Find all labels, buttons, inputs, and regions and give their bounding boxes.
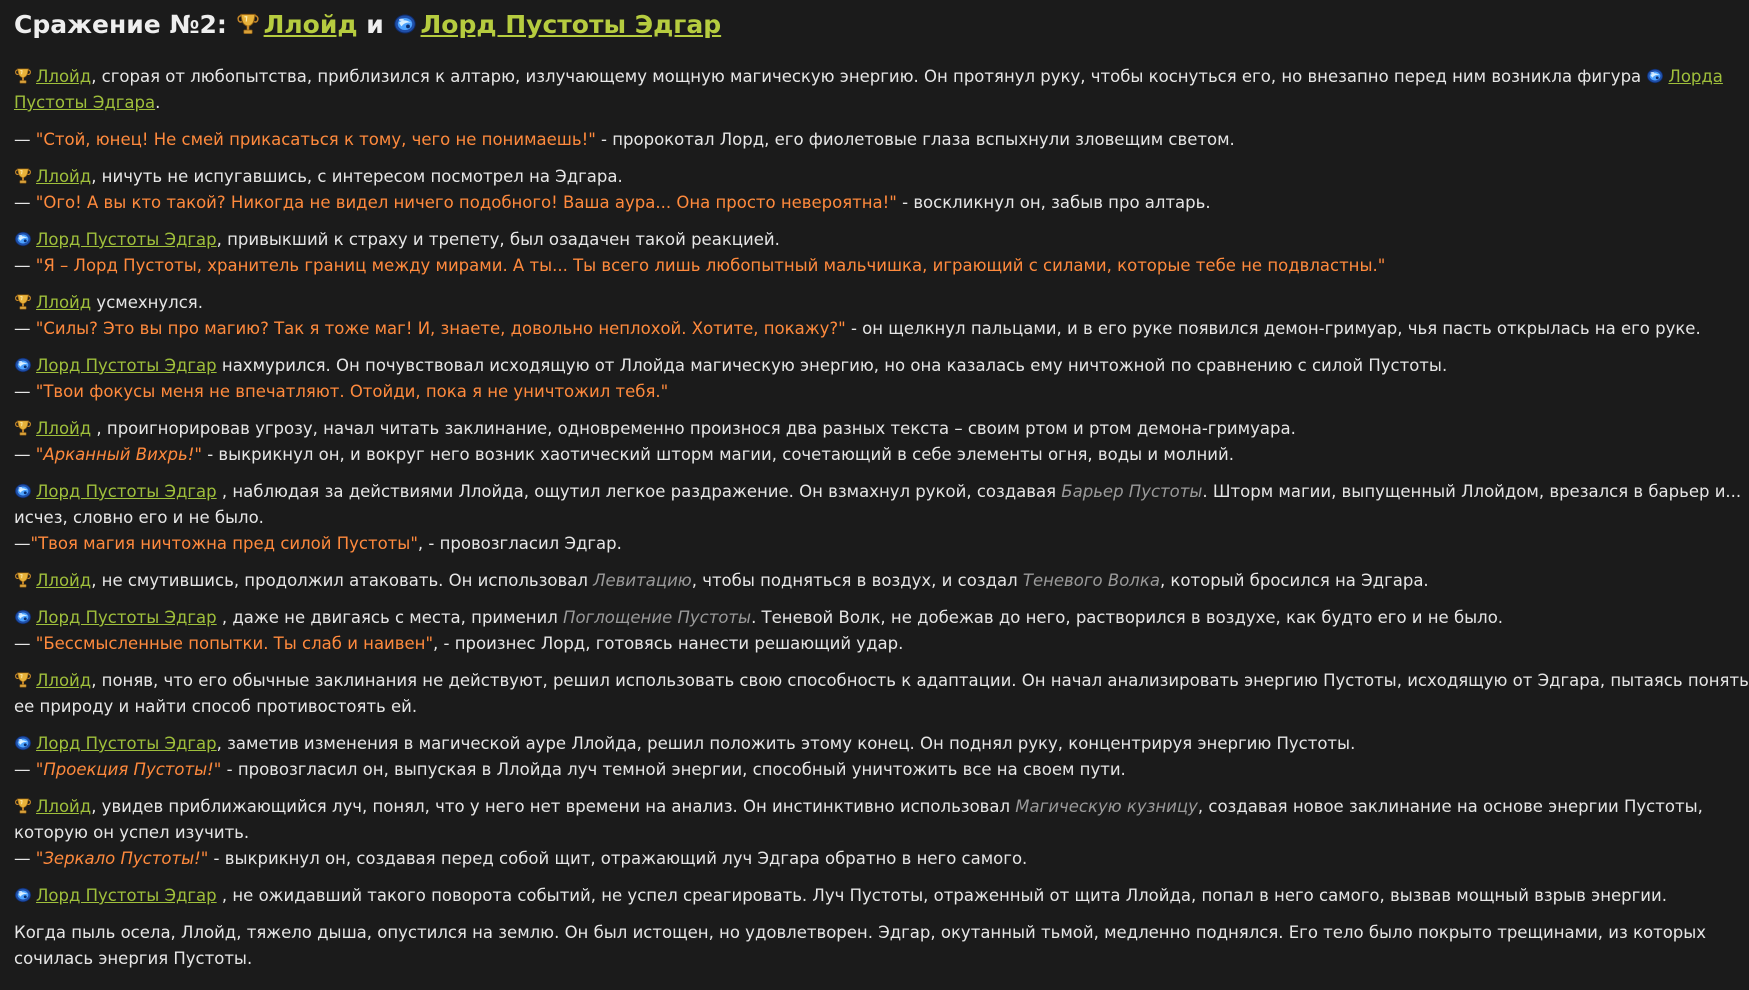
quote-mark: "	[213, 760, 222, 779]
text-line	[14, 127, 1637, 153]
paragraph	[14, 416, 1637, 468]
text-line	[14, 479, 1742, 505]
dash: —	[14, 634, 31, 653]
hero-link-edgar[interactable]: Лорд Пустоты Эдгар	[36, 734, 217, 753]
page-title	[14, 8, 1637, 42]
dialogue-quote: "Стой, юнец! Не смей прикасаться к тому, чего не понимаешь!"	[35, 130, 596, 149]
dialogue-quote: "Ого! А вы кто такой? Никогда не видел ничего подобного! Ваша аура... Она просто невероятна!"	[35, 193, 897, 212]
trophy-icon	[14, 671, 32, 689]
text-line: которую он успел изучить.	[14, 823, 250, 842]
narration-text: , увидев приближающийся луч, понял, что у него нет времени на анализ. Он инстинктивно использовал	[91, 797, 1016, 816]
text-line: ее природу и найти способ противостоять ей.	[14, 697, 418, 716]
paragraph	[14, 883, 1667, 909]
quote-mark: "	[35, 445, 44, 464]
text-line	[14, 190, 1637, 216]
narration-text: усмехнулся.	[91, 293, 203, 312]
hero-link-lloyd[interactable]: Ллойд	[36, 671, 92, 690]
narration-text: - воскликнул он, забыв про алтарь.	[896, 193, 1211, 212]
narration-text: , не смутившись, продолжил атаковать. Он использовал	[91, 571, 594, 590]
narration-text: , не ожидавший такого поворота событий, не успел среагировать. Луч Пустоты, отраженный от щита Ллойда, попал в него самого, вызвав мощный взрыв энергии.	[216, 886, 1667, 905]
hero-link-edgar[interactable]: Лорда	[1668, 67, 1723, 86]
paragraph	[14, 794, 1703, 872]
paragraph	[14, 731, 1637, 783]
paragraph	[14, 920, 1707, 972]
quote-mark: "	[35, 849, 44, 868]
hero-link-edgar[interactable]: Лорд Пустоты Эдгар	[36, 356, 217, 375]
narration-text: - провозгласил он, выпуская в Ллойда луч темной энергии, способный уничтожить все на своем пути.	[221, 760, 1126, 779]
void-orb-icon	[1646, 67, 1664, 85]
paragraph	[14, 605, 1637, 657]
spell-shout: Зеркало Пустоты!	[43, 849, 201, 868]
hero-link-lloyd[interactable]: Ллойд	[36, 797, 92, 816]
narration-text: нахмурился. Он почувствовал исходящую от Ллойда магическую энергию, но она казалась ему ничтожной по сравнению с силой Пустоты.	[216, 356, 1448, 375]
text-line	[14, 442, 1637, 468]
text-line	[14, 316, 1701, 342]
trophy-icon	[14, 293, 32, 311]
text-line	[14, 353, 1637, 379]
dash: —	[14, 445, 31, 464]
narration-text: , сгорая от любопытства, приблизился к алтарю, излучающему мощную магическую энергию. Он протянул руку, чтобы коснуться его, но внезапно перед ним возникла фигура	[91, 67, 1642, 86]
dash: —	[14, 382, 31, 401]
dash: —	[14, 760, 31, 779]
paragraph	[14, 479, 1742, 557]
hero-link-edgar[interactable]: Лорд Пустоты Эдгар	[36, 886, 217, 905]
text-line	[14, 253, 1637, 279]
hero-link-edgar[interactable]: Лорд Пустоты Эдгар	[36, 482, 217, 501]
dash: —	[14, 256, 31, 275]
paragraph	[14, 227, 1637, 279]
text-line	[14, 227, 1637, 253]
text-line	[14, 379, 1637, 405]
hero-link-edgar[interactable]: Лорд Пустоты Эдгар	[420, 10, 722, 39]
narration-text: , проигнорировав угрозу, начал читать заклинание, одновременно произнося два разных текста – своим ртом и ртом демона-гримуара.	[91, 419, 1296, 438]
dialogue-quote: "Твоя магия ничтожна пред силой Пустоты"	[30, 534, 418, 553]
text-line	[14, 531, 1637, 557]
narration-text: .	[155, 93, 161, 112]
paragraph	[14, 290, 1701, 342]
trophy-icon	[14, 67, 32, 85]
paragraph	[14, 353, 1637, 405]
spell-name: Барьер Пустоты	[1061, 482, 1203, 501]
text-line	[14, 605, 1637, 631]
narration-text: , наблюдая за действиями Ллойда, ощутил легкое раздражение. Он взмахнул рукой, создавая	[216, 482, 1062, 501]
hero-link-edgar[interactable]: Лорд Пустоты Эдгар	[36, 230, 217, 249]
narration-text: , даже не двигаясь с места, применил	[216, 608, 564, 627]
narration-text: . Теневой Волк, не добежав до него, растворился в воздухе, как будто его и не было.	[751, 608, 1504, 627]
trophy-icon	[14, 167, 32, 185]
narration-text: , поняв, что его обычные заклинания не действуют, решил использовать свою способность к адаптации. Он начал анализировать энергию Пустоты, исходящую от Эдгара, пытаясь понять	[91, 671, 1749, 690]
text-line	[14, 568, 1637, 594]
hero-link-lloyd[interactable]: Ллойд	[263, 10, 358, 39]
paragraph	[14, 127, 1637, 153]
hero-link-lloyd[interactable]: Ллойд	[36, 293, 92, 312]
void-orb-icon	[14, 356, 32, 374]
text-line	[14, 731, 1637, 757]
hero-link-lloyd[interactable]: Ллойд	[36, 571, 92, 590]
dialogue-quote: "Силы? Это вы про магию? Так я тоже маг! И, знаете, довольно неплохой. Хотите, покажу?"	[35, 319, 846, 338]
text-line	[14, 794, 1703, 820]
quote-mark: "	[35, 760, 44, 779]
narration-text: , создавая новое заклинание на основе энергии Пустоты,	[1197, 797, 1703, 816]
title-prefix: Сражение №2:	[14, 10, 227, 39]
narration-text: , - произнес Лорд, готовясь нанести решающий удар.	[433, 634, 904, 653]
void-orb-icon	[14, 886, 32, 904]
title-connector: и	[366, 10, 384, 39]
narration-text: , привыкший к страху и трепету, был озадачен такой реакцией.	[216, 230, 780, 249]
spell-name: Магическую кузницу	[1015, 797, 1198, 816]
void-orb-icon	[393, 12, 417, 36]
text-line	[14, 883, 1667, 909]
hero-link-lloyd[interactable]: Ллойд	[36, 67, 92, 86]
hero-link-edgar[interactable]: Лорд Пустоты Эдгар	[36, 608, 217, 627]
void-orb-icon	[14, 734, 32, 752]
trophy-icon	[236, 12, 260, 36]
dash: —	[14, 534, 31, 553]
paragraph	[14, 64, 1723, 116]
narration-text: , ничуть не испугавшись, с интересом посмотрел на Эдгара.	[91, 167, 623, 186]
quote-mark: "	[194, 445, 202, 464]
text-line: Когда пыль осела, Ллойд, тяжело дыша, опустился на землю. Он был истощен, но удовлетворен. Эдгар, окутанный тьмой, медленно поднялся. Его тело было покрыто трещинами, из которых	[14, 923, 1707, 942]
spell-name: Теневого Волка	[1022, 571, 1160, 590]
dash: —	[14, 849, 31, 868]
text-line	[14, 757, 1637, 783]
hero-link-lloyd[interactable]: Ллойд	[36, 419, 92, 438]
text-line	[14, 846, 1637, 872]
narration-text: - выкрикнул он, создавая перед собой щит, отражающий луч Эдгара обратно в него самого.	[208, 849, 1028, 868]
text-line: сочилась энергия Пустоты.	[14, 949, 253, 968]
text-line	[14, 290, 1637, 316]
hero-link-edgar[interactable]: Пустоты Эдгара	[14, 93, 156, 112]
text-line	[14, 90, 1637, 116]
trophy-icon	[14, 419, 32, 437]
paragraph	[14, 668, 1749, 720]
dialogue-quote: "Я – Лорд Пустоты, хранитель границ между мирами. А ты... Ты всего лишь любопытный мальчишка, играющий с силами, которые тебе не подвластны."	[35, 256, 1386, 275]
narration-text: , чтобы подняться в воздух, и создал	[691, 571, 1023, 590]
narration-text: - выкрикнул он, и вокруг него возник хаотический шторм магии, сочетающий в себе элементы огня, воды и молний.	[201, 445, 1234, 464]
narration-text: , который бросился на Эдгара.	[1159, 571, 1429, 590]
spell-shout: Арканный Вихрь!	[43, 445, 195, 464]
narration-text: , - провозгласил Эдгар.	[417, 534, 622, 553]
dash: —	[14, 130, 31, 149]
hero-link-lloyd[interactable]: Ллойд	[36, 167, 92, 186]
narration-text: , заметив изменения в магической ауре Ллойда, решил положить этому конец. Он поднял руку, концентрируя энергию Пустоты.	[216, 734, 1356, 753]
spell-name: Левитацию	[593, 571, 692, 590]
narration-text: - он щелкнул пальцами, и в его руке появился демон-гримуар, чья пасть открылась на его руке.	[845, 319, 1701, 338]
text-line: исчез, словно его и не было.	[14, 508, 264, 527]
dash: —	[14, 193, 31, 212]
trophy-icon	[14, 797, 32, 815]
text-line	[14, 668, 1749, 694]
dialogue-quote: "Твои фокусы меня не впечатляют. Отойди, пока я не уничтожил тебя."	[35, 382, 669, 401]
spell-shout: Проекция Пустоты!	[43, 760, 214, 779]
narration-text: . Шторм магии, выпущенный Ллойдом, врезался в барьер и...	[1202, 482, 1742, 501]
void-orb-icon	[14, 230, 32, 248]
void-orb-icon	[14, 482, 32, 500]
text-line	[14, 631, 1637, 657]
text-line	[14, 416, 1637, 442]
narration-text: - пророкотал Лорд, его фиолетовые глаза вспыхнули зловещим светом.	[595, 130, 1235, 149]
void-orb-icon	[14, 608, 32, 626]
quote-mark: "	[200, 849, 209, 868]
paragraph	[14, 164, 1637, 216]
trophy-icon	[14, 571, 32, 589]
text-line	[14, 164, 1637, 190]
paragraph	[14, 568, 1637, 594]
spell-name: Поглощение Пустоты	[563, 608, 752, 627]
text-line	[14, 64, 1723, 90]
dash: —	[14, 319, 31, 338]
dialogue-quote: "Бессмысленные попытки. Ты слаб и наивен"	[35, 634, 434, 653]
